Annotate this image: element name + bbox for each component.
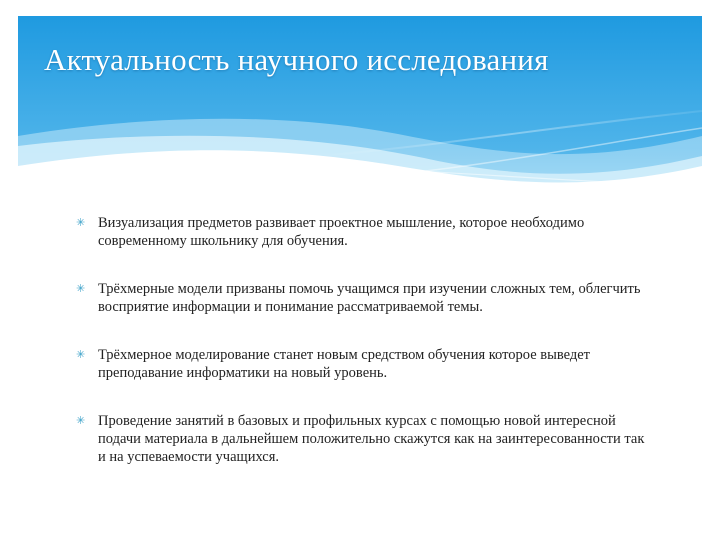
bullet-list bbox=[76, 214, 646, 496]
bullet-text: Визуализация предметов развивает проектное мышление, которое необходимо современному школьнику для обучения. bbox=[98, 215, 585, 249]
asterisk-bullet-icon: ✳ bbox=[76, 283, 86, 295]
bullet-text: Трёхмерное моделирование станет новым средством обучения которое выведет преподавание информатики на новый уровень. bbox=[98, 347, 590, 381]
bullet-item bbox=[76, 346, 646, 382]
bullet-item bbox=[76, 280, 646, 316]
bullet-text: Трёхмерные модели призваны помочь учащимся при изучении сложных тем, облегчить восприятие информации и понимание рассматриваемой темы. bbox=[98, 281, 641, 315]
bullet-item bbox=[76, 412, 646, 466]
asterisk-bullet-icon: ✳ bbox=[76, 415, 86, 427]
bullet-item bbox=[76, 214, 646, 250]
asterisk-bullet-icon: ✳ bbox=[76, 217, 86, 229]
slide-title: Актуальность научного исследования bbox=[44, 42, 549, 77]
asterisk-bullet-icon: ✳ bbox=[76, 349, 86, 361]
bullet-text: Проведение занятий в базовых и профильных курсах с помощью новой интересной подачи материала в дальнейшем положительно скажутся как на заинтересованности так и на успеваемости учащихся. bbox=[98, 413, 645, 465]
